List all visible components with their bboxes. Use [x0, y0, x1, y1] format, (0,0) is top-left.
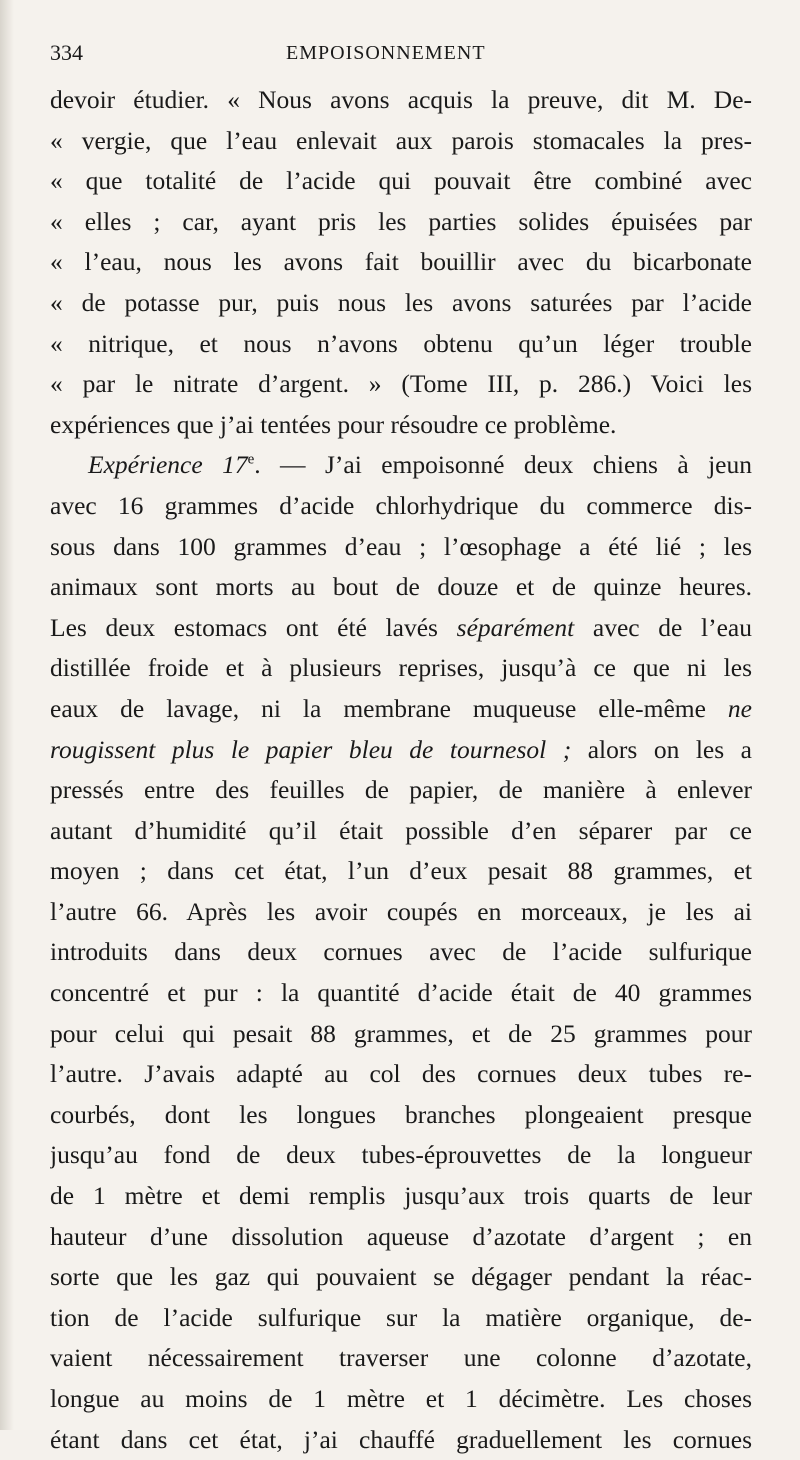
text-line: [50, 405, 752, 446]
text-line: [50, 1257, 752, 1298]
text-line: [50, 1338, 752, 1379]
text-run: vaient nécessairement traverser une colonne d’azotate,: [50, 1343, 752, 1373]
text-run: Les deux estomacs ont été lavés: [50, 612, 457, 642]
text-line: [50, 648, 752, 689]
text-line: [50, 527, 752, 568]
superscript: e: [247, 451, 255, 468]
running-head: [50, 40, 740, 70]
text-line: [50, 80, 752, 121]
page-number: 334: [50, 40, 83, 65]
text-line: [50, 932, 752, 973]
text-run: avec 16 grammes d’acide chlorhydrique du commerce dis-: [50, 490, 752, 520]
text-run: moyen ; dans cet état, l’un d’eux pesait 88 grammes, et: [50, 856, 752, 886]
text-run: concentré et pur : la quantité d’acide était de 40 grammes: [50, 978, 752, 1008]
text-run: l’autre. J’avais adapté au col des cornues deux tubes re-: [50, 1059, 752, 1089]
text-run: . — J’ai empoisonné deux chiens à jeun: [254, 450, 752, 480]
text-line: [50, 770, 752, 811]
text-run: longue au moins de 1 mètre et 1 décimètre. Les choses: [50, 1384, 752, 1413]
text-line: [50, 283, 752, 324]
text-line: [50, 1217, 752, 1258]
text-run: pour celui qui pesait 88 grammes, et de 25 grammes pour: [50, 1018, 752, 1048]
italic-run: rougissent plus le papier bleu de tournesol ;: [50, 734, 572, 764]
body-text: [50, 80, 752, 1460]
text-line: [50, 1420, 752, 1460]
text-line: [50, 1379, 752, 1420]
text-line: [50, 364, 752, 405]
text-line: [50, 121, 752, 162]
italic-run: séparément: [456, 612, 575, 642]
text-line: [50, 1095, 752, 1136]
text-run: sorte que les gaz qui pouvaient se dégager pendant la réac-: [50, 1262, 752, 1292]
text-line: [50, 730, 752, 771]
text-run: hauteur d’une dissolution aqueuse d’azotate d’argent ; en: [50, 1221, 752, 1251]
text-run: autant d’humidité qu’il était possible d’en séparer par ce: [50, 815, 752, 845]
text-line: [50, 892, 752, 933]
text-run: avec de l’eau: [574, 612, 752, 642]
text-line: [50, 567, 752, 608]
text-run: « de potasse pur, puis nous les avons saturées par l’acide: [50, 287, 752, 317]
text-run: « par le nitrate d’argent. » (Tome III, p. 286.) Voici les: [50, 369, 752, 399]
text-line: [50, 324, 752, 365]
text-run: devoir étudier. « Nous avons acquis la preuve, dit M. De-: [50, 85, 752, 114]
gutter-shadow: [0, 0, 14, 1430]
text-run: pressés entre des feuilles de papier, de manière à enlever: [50, 775, 752, 805]
text-run: eaux de lavage, ni la membrane muqueuse elle-même: [50, 693, 728, 723]
text-run: de 1 mètre et demi remplis jusqu’aux trois quarts de leur: [50, 1181, 752, 1211]
text-line: [50, 608, 752, 649]
text-run: « l’eau, nous les avons fait bouillir avec du bicarbonate: [50, 247, 752, 277]
text-line: [50, 1176, 752, 1217]
italic-run: Expérience 17: [88, 450, 248, 480]
text-run: sous dans 100 grammes d’eau ; l’œsophage a été lié ; les: [50, 531, 752, 561]
text-run: « elles ; car, ayant pris les parties solides épuisées par: [50, 206, 752, 236]
text-line: [50, 161, 752, 202]
text-line: [50, 1298, 752, 1339]
text-run: « nitrique, et nous n’avons obtenu qu’un léger trouble: [50, 328, 752, 358]
text-run: alors on les a: [571, 734, 752, 764]
text-run: tion de l’acide sulfurique sur la matière organique, de-: [50, 1302, 752, 1332]
text-line: [50, 973, 752, 1014]
text-run: expériences que j’ai tentées pour résoudre ce problème.: [50, 409, 617, 439]
text-line: [50, 445, 752, 486]
text-run: introduits dans deux cornues avec de l’acide sulfurique: [50, 937, 752, 967]
text-line: [50, 1135, 752, 1176]
text-run: « vergie, que l’eau enlevait aux parois stomacales la pres-: [50, 125, 752, 155]
text-line: [50, 242, 752, 283]
text-line: [50, 851, 752, 892]
text-line: [50, 1014, 752, 1055]
text-run: jusqu’au fond de deux tubes-éprouvettes de la longueur: [50, 1140, 752, 1170]
text-run: étant dans cet état, j’ai chauffé graduellement les cornues: [50, 1424, 752, 1454]
running-title: EMPOISONNEMENT: [286, 42, 486, 64]
text-line: [50, 689, 752, 730]
text-run: « que totalité de l’acide qui pouvait être combiné avec: [50, 166, 752, 196]
text-run: courbés, dont les longues branches plongeaient presque: [50, 1099, 752, 1129]
text-run: l’autre 66. Après les avoir coupés en morceaux, je les ai: [50, 896, 752, 926]
text-run: animaux sont morts au bout de douze et de quinze heures.: [50, 572, 752, 602]
text-line: [50, 1054, 752, 1095]
italic-run: ne: [727, 693, 752, 723]
text-line: [50, 486, 752, 527]
text-run: distillée froide et à plusieurs reprises, jusqu’à ce que ni les: [50, 653, 752, 683]
text-line: [50, 202, 752, 243]
text-line: [50, 811, 752, 852]
